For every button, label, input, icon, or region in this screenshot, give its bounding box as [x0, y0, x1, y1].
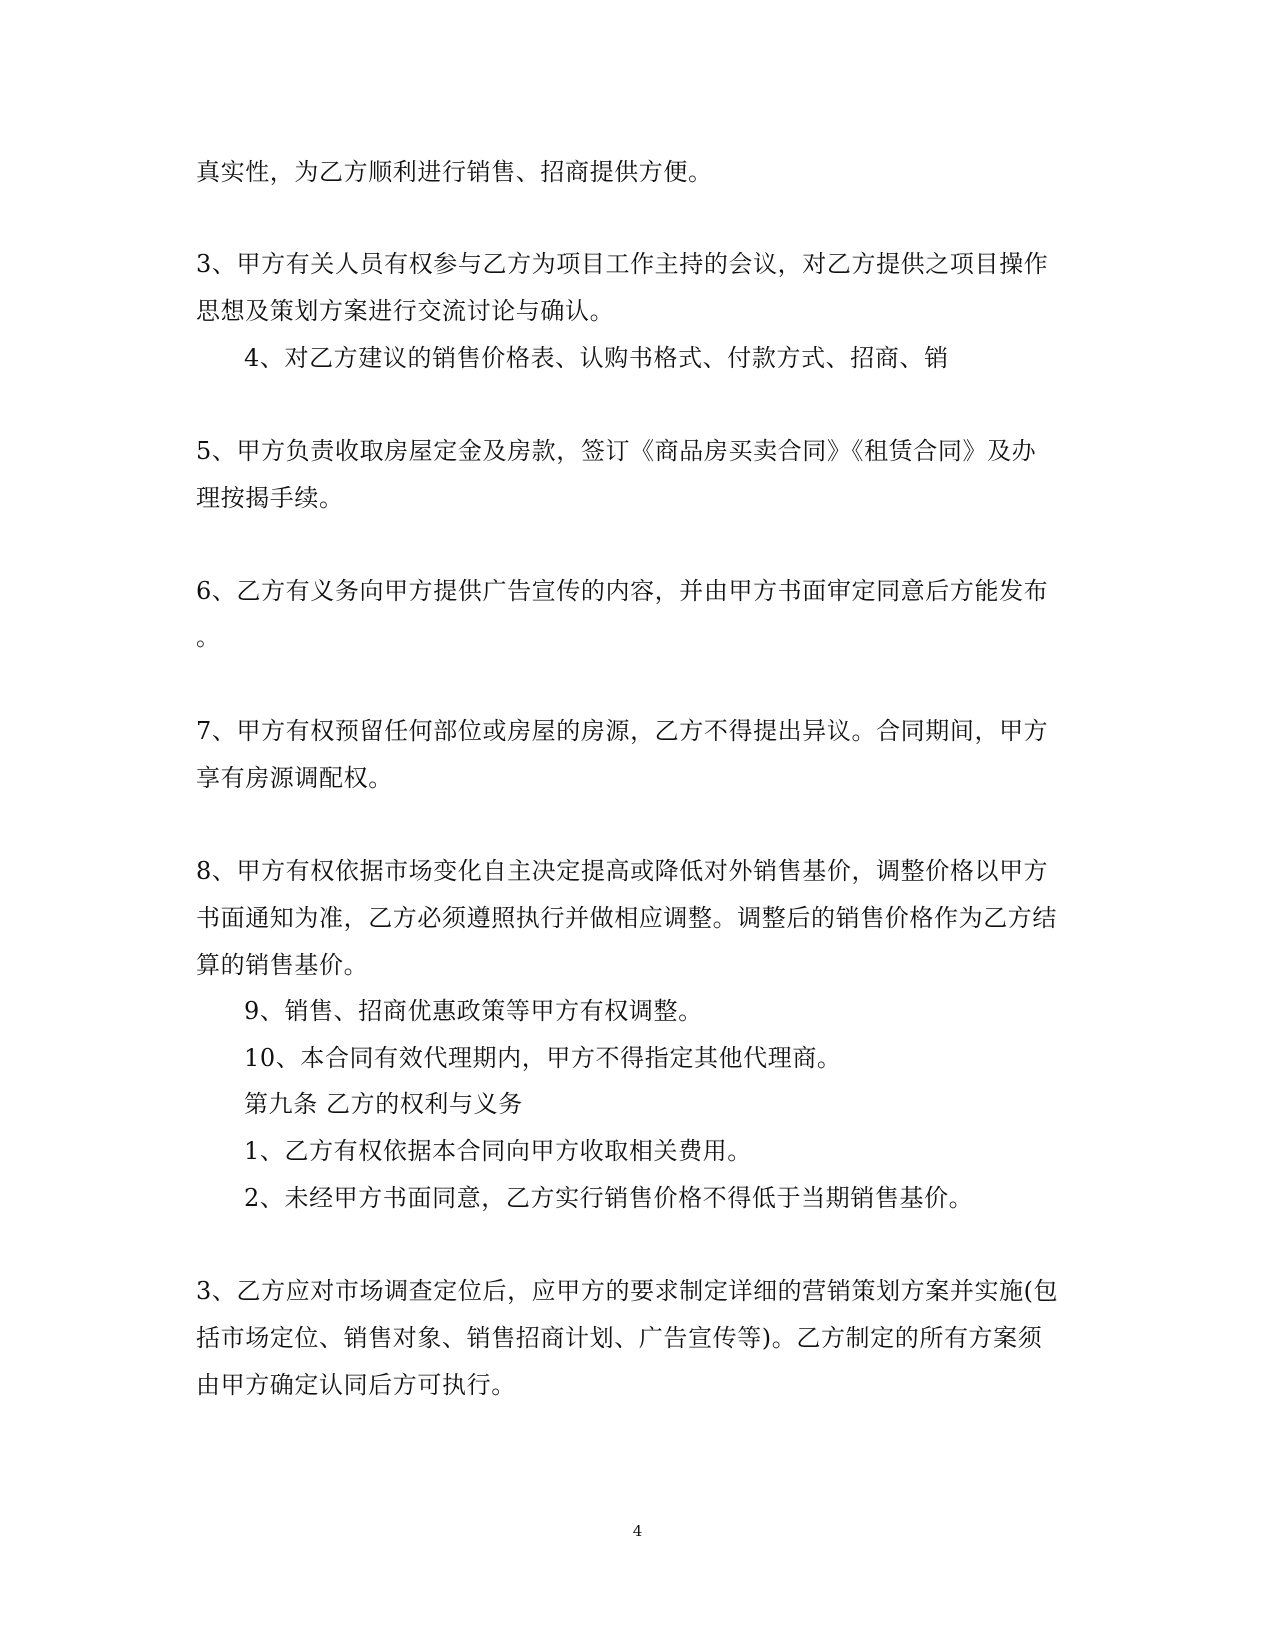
text-line: 理按揭手续。	[196, 484, 344, 512]
text-line: 9、销售、招商优惠政策等甲方有权调整。	[244, 997, 703, 1025]
text-line: 思想及策划方案进行交流讨论与确认。	[196, 297, 615, 325]
text-line: 10、本合同有效代理期内，甲方不得指定其他代理商。	[244, 1044, 842, 1072]
text-line: 真实性，为乙方顺利进行销售、招商提供方便。	[196, 158, 713, 186]
section-heading: 第九条 乙方的权利与义务	[244, 1090, 523, 1118]
page-number: 4	[632, 1522, 643, 1540]
text-line: 5、甲方负责收取房屋定金及房款，签订《商品房买卖合同》《租赁合同》及办	[196, 437, 1037, 465]
text-line: 7、甲方有权预留任何部位或房屋的房源，乙方不得提出异议。合同期间，甲方	[196, 717, 1049, 745]
text-line: 3、甲方有关人员有权参与乙方为项目工作主持的会议，对乙方提供之项目操作	[196, 250, 1049, 278]
text-line: 由甲方确定认同后方可执行。	[196, 1371, 516, 1399]
text-line: 算的销售基价。	[196, 951, 369, 979]
text-line: 享有房源调配权。	[196, 764, 393, 792]
text-line: 6、乙方有义务向甲方提供广告宣传的内容，并由甲方书面审定同意后方能发布	[196, 577, 1049, 605]
text-line: 2、未经甲方书面同意，乙方实行销售价格不得低于当期销售基价。	[244, 1184, 974, 1212]
text-line: 书面通知为准，乙方必须遵照执行并做相应调整。调整后的销售价格作为乙方结	[196, 904, 1057, 932]
text-line: 3、乙方应对市场调查定位后，应甲方的要求制定详细的营销策划方案并实施(包	[196, 1277, 1059, 1305]
text-line: 括市场定位、销售对象、销售招商计划、广告宣传等)。乙方制定的所有方案须	[196, 1324, 1043, 1352]
text-line: 8、甲方有权依据市场变化自主决定提高或降低对外销售基价，调整价格以甲方	[196, 857, 1049, 885]
text-line: 1、乙方有权依据本合同向甲方收取相关费用。	[244, 1137, 752, 1165]
text-line: 。	[196, 623, 221, 651]
text-line: 4、对乙方建议的销售价格表、认购书格式、付款方式、招商、销	[244, 344, 949, 372]
